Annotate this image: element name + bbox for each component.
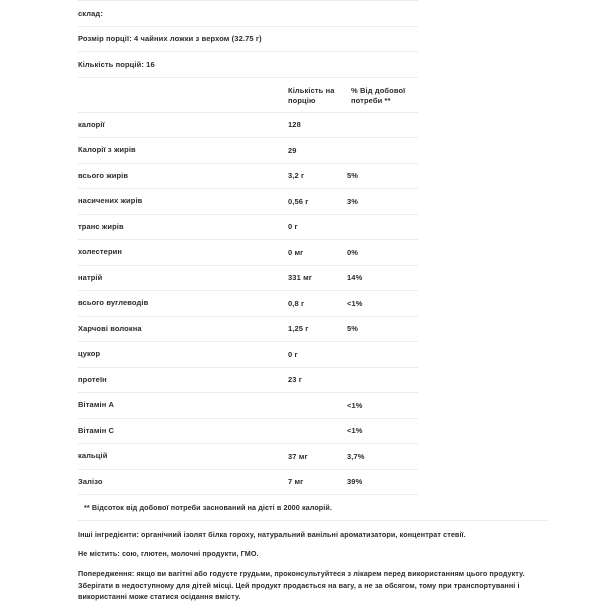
- nutrient-amount: 37 мг: [288, 451, 308, 461]
- column-header-daily-value: % Від добової потреби **: [351, 85, 406, 106]
- table-row: [78, 418, 418, 444]
- nutrient-name: насичених жирів: [78, 196, 143, 206]
- nutrient-amount: 0,56 г: [288, 196, 309, 206]
- serving-size-label: Розмір порції: 4 чайних ложки з верхом (32.75 г): [78, 34, 262, 44]
- nutrient-amount: 1,25 г: [288, 324, 309, 334]
- table-row: [78, 290, 418, 316]
- nutrient-name: протеїн: [78, 374, 107, 384]
- nutrient-daily-value: 0%: [347, 247, 359, 257]
- nutrient-name: холестерин: [78, 247, 123, 257]
- nutrient-daily-value: <1%: [347, 426, 363, 436]
- nutrient-amount: 331 мг: [288, 273, 312, 283]
- other-ingredients-text: Інші інгредієнти: органічний ізолят білка гороху, натуральний ванільні ароматизатори, концентрат стевії.: [78, 520, 548, 546]
- nutrient-amount: 0 г: [288, 222, 298, 232]
- nutrient-name: натрій: [78, 272, 103, 282]
- nutrient-name: кальцій: [78, 451, 108, 461]
- nutrient-daily-value: 39%: [347, 477, 363, 487]
- nutrient-name: Вітамін A: [78, 400, 115, 410]
- nutrient-name: Калорії з жирів: [78, 145, 136, 155]
- table-row: [78, 188, 418, 214]
- nutrient-amount: 29: [288, 145, 297, 155]
- composition-label: склад:: [78, 8, 103, 18]
- nutrient-name: Харчові волокна: [78, 323, 142, 333]
- table-row: [78, 367, 418, 393]
- nutrient-amount: 0,8 г: [288, 298, 305, 308]
- nutrient-name: всього вуглеводів: [78, 298, 149, 308]
- nutrient-daily-value: 5%: [347, 324, 359, 334]
- nutrient-daily-value: 3%: [347, 196, 359, 206]
- nutrient-daily-value: 5%: [347, 171, 359, 181]
- nutrient-daily-value: <1%: [347, 400, 363, 410]
- table-row: [78, 163, 418, 189]
- nutrient-name: Вітамін C: [78, 425, 115, 435]
- nutrient-amount: 3,2 г: [288, 171, 305, 181]
- table-row: [78, 239, 418, 265]
- table-row: [78, 112, 418, 138]
- servings-count-label: Кількість порцій: 16: [78, 59, 155, 69]
- table-row-serving-size: [78, 26, 418, 52]
- nutrient-daily-value: 3,7%: [347, 451, 365, 461]
- nutrient-amount: 0 г: [288, 349, 298, 359]
- nutrient-daily-value: 14%: [347, 273, 363, 283]
- nutrient-amount: 0 мг: [288, 247, 304, 257]
- table-row: [78, 214, 418, 240]
- nutrient-amount: 7 мг: [288, 477, 304, 487]
- nutrient-amount: 128: [288, 120, 301, 130]
- nutrient-name: калорії: [78, 119, 105, 129]
- table-row: [78, 265, 418, 291]
- table-row-composition: [78, 0, 418, 26]
- table-header-row: [78, 77, 418, 112]
- table-row: [78, 137, 418, 163]
- nutrition-facts-panel: [78, 0, 525, 610]
- warning-text: Попередження: якщо ви вагітні або годуєте грудьми, проконсультуйтеся з лікарем перед використанням цього продукту. Зберігати в недоступному для дітей місці. Цей продукт продається на вагу, а не за обсягом, тому при транспортуванні і використанні може статися осідання вмісту.: [78, 569, 525, 602]
- column-header-amount: Кількість на порцію: [288, 85, 335, 106]
- nutrient-name: Залізо: [78, 476, 103, 486]
- table-row-servings-count: [78, 51, 418, 77]
- nutrient-daily-value: <1%: [347, 298, 363, 308]
- nutrient-name: транс жирів: [78, 221, 124, 231]
- nutrient-amount: 23 г: [288, 375, 303, 385]
- table-row: [78, 443, 418, 469]
- table-row: [78, 341, 418, 367]
- table-row: [78, 316, 418, 342]
- free-from-text: Не містить: сою, глютен, молочні продукти, ГМО.: [78, 549, 259, 559]
- nutrient-name: всього жирів: [78, 170, 129, 180]
- nutrient-name: цукор: [78, 349, 101, 359]
- table-row: [78, 392, 418, 418]
- daily-value-footnote: ** Відсоток від добової потреби заснований на дієті в 2000 калорій.: [78, 494, 418, 520]
- table-row: [78, 469, 418, 495]
